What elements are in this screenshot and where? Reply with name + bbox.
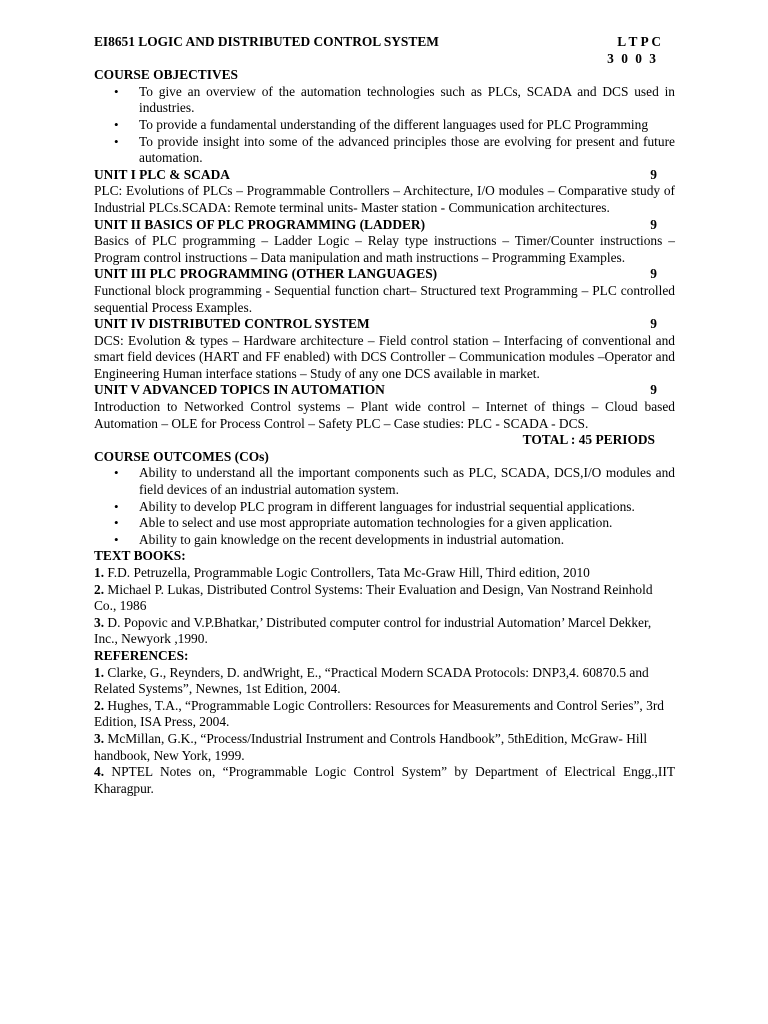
item-number: 1. — [94, 664, 105, 680]
item-text: Hughes, T.A., “Programmable Logic Controllers: Resources for Measurements and Control Series”, 3rd Edition, ISA Press, 2004. — [94, 697, 664, 730]
item-text: Clarke, G., Reynders, D. andWright, E., “Practical Modern SCADA Protocols: DNP3,4. 60870.5 and Related Systems”, Newnes, 1st Edition, 2004. — [94, 664, 649, 697]
item-number: 3. — [94, 614, 105, 630]
ltpc-values: 3 0 0 3 — [607, 50, 658, 66]
item-number: 2. — [94, 697, 105, 713]
total-periods: TOTAL : 45 PERIODS — [522, 432, 655, 448]
unit-3-text: Functional block programming - Sequential function chart– Structured text Programming – PLC controlled sequential Process Examples. — [94, 282, 675, 315]
objectives-list — [94, 84, 675, 167]
unit-1-heading — [94, 167, 675, 184]
ltpc-label: L T P C — [617, 34, 661, 49]
item-text: F.D. Petruzella, Programmable Logic Controllers, Tata Mc-Graw Hill, Third edition, 2010 — [107, 565, 590, 580]
item-number: 4. — [94, 764, 105, 780]
outcomes-heading: COURSE OUTCOMES (COs) — [94, 448, 269, 464]
item-number: 2. — [94, 581, 105, 597]
text-books-heading: TEXT BOOKS: — [94, 548, 186, 564]
unit-2-text: Basics of PLC programming – Ladder Logic – Relay type instructions – Timer/Counter instructions –Program control instructions – Data manipulation and math instructions – Programming Examples. — [94, 233, 675, 265]
list-item: • Ability to develop PLC program in different languages for industrial sequential applications. — [94, 499, 675, 516]
item-text: NPTEL Notes on, “Programmable Logic Control System” by Department of Electrical Engg.,IIT Kharagpur. — [94, 764, 675, 796]
unit-title: UNIT III PLC PROGRAMMING (OTHER LANGUAGES) — [94, 266, 438, 282]
references-heading: REFERENCES: — [94, 647, 189, 663]
unit-hours: 9 — [650, 166, 657, 182]
unit-3-heading — [94, 266, 675, 283]
list-item: • To provide insight into some of the advanced principles those are evolving for present and future automation. — [94, 134, 675, 167]
unit-title: UNIT IV DISTRIBUTED CONTROL SYSTEM — [94, 316, 370, 332]
unit-5-heading — [94, 382, 675, 399]
unit-hours: 9 — [650, 216, 657, 232]
objectives-heading: COURSE OBJECTIVES — [94, 67, 238, 83]
item-number: 3. — [94, 730, 105, 746]
course-title: EI8651 LOGIC AND DISTRIBUTED CONTROL SYSTEM — [94, 34, 439, 49]
unit-4-text: DCS: Evolution & types – Hardware architecture – Field control station – Interfacing of conventional and smart field devices (HART and FF enabled) with DCS Controller – Communication modules –Operator and Engineering Human interface stations – Study of any one DCS available in market. — [94, 332, 675, 381]
item-text: Michael P. Lukas, Distributed Control Systems: Their Evaluation and Design, Van Nostrand Reinhold Co., 1986 — [94, 581, 653, 614]
list-item: • To provide a fundamental understanding of the different languages used for PLC Programming — [94, 117, 675, 134]
unit-hours: 9 — [650, 382, 657, 398]
syllabus-page — [94, 34, 675, 797]
list-item: • To give an overview of the automation technologies such as PLCs, SCADA and DCS used in industries. — [94, 84, 675, 117]
unit-2-heading — [94, 217, 675, 234]
list-item: • Ability to understand all the important components such as PLC, SCADA, DCS,I/O modules and field devices of an industrial automation system. — [94, 465, 675, 498]
reference-item — [94, 764, 675, 797]
outcomes-list — [94, 465, 675, 548]
unit-title: UNIT V ADVANCED TOPICS IN AUTOMATION — [94, 382, 385, 398]
course-header — [94, 34, 675, 51]
item-text: McMillan, G.K., “Process/Industrial Instrument and Controls Handbook”, 5thEdition, McGraw- Hill handbook, New York, 1999. — [94, 730, 648, 763]
text-book-item — [94, 565, 675, 582]
text-book-item — [94, 615, 675, 648]
item-text: D. Popovic and V.P.Bhatkar,’ Distributed computer control for industrial Automation’ Marcel Dekker, Inc., Newyork ,1990. — [94, 614, 652, 647]
reference-item — [94, 731, 675, 764]
reference-item — [94, 665, 675, 698]
unit-title: UNIT I PLC & SCADA — [94, 166, 230, 182]
text-book-item — [94, 582, 675, 615]
reference-item — [94, 698, 675, 731]
unit-hours: 9 — [650, 316, 657, 332]
list-item: • Able to select and use most appropriate automation technologies for a given application. — [94, 515, 675, 532]
unit-4-heading — [94, 316, 675, 333]
unit-title: UNIT II BASICS OF PLC PROGRAMMING (LADDER) — [94, 216, 426, 232]
list-item: • Ability to gain knowledge on the recent developments in industrial automation. — [94, 532, 675, 549]
unit-5-text: Introduction to Networked Control systems – Plant wide control – Internet of things – Cloud based Automation – OLE for Process Control – Safety PLC – Case studies: PLC - SCADA - DCS. — [94, 399, 675, 431]
unit-hours: 9 — [650, 266, 657, 282]
unit-1-text: PLC: Evolutions of PLCs – Programmable Controllers – Architecture, I/O modules – Comparative study of Industrial PLCs.SCADA: Remote terminal units- Master station - Communication architectures. — [94, 183, 675, 215]
item-number: 1. — [94, 565, 105, 580]
